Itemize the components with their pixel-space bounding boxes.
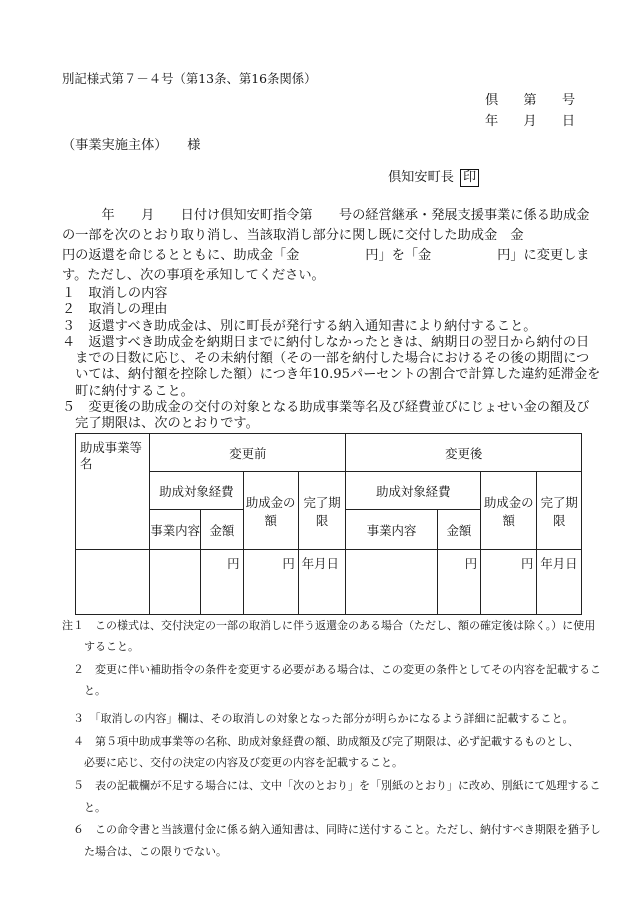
- date-part: 年: [485, 114, 499, 129]
- body-line: す。ただし、次の事項を承知してください。: [62, 268, 325, 283]
- note-line: ３ 「取消しの内容」欄は、その取消しの対象となった部分が明らかになるよう詳細に記載すること。: [62, 712, 574, 725]
- deadline-header: 完了期限: [298, 472, 346, 550]
- issuer-block: [388, 166, 479, 187]
- note-line: 注１ この様式は、交付決定の一部の取消しに伴う返還金のある場合（ただし、額の確定後は除く。）に使用: [62, 619, 596, 632]
- list-item: １ 取消しの内容: [62, 286, 168, 301]
- amount-cell: 円: [437, 550, 480, 615]
- doc-no-part: 第: [523, 93, 537, 108]
- list-item: までの日数に応じ、その未納付額（その一部を納付した場合におけるその後の期間につ: [62, 351, 590, 367]
- note-line: ２ 変更に伴い補助指令の条件を変更する必要がある場合は、この変更の条件としてその内容を記載するこ: [62, 663, 601, 676]
- form-number: 別記様式第７－４号（第13条、第16条関係）: [62, 71, 317, 86]
- deadline-cell: 年月日: [298, 550, 346, 615]
- body-line: 円の返還を命じるとともに、助成金「金 円」を「金 円」に変更しま: [62, 248, 590, 263]
- content-cell: [346, 550, 437, 615]
- content-header: 事業内容: [150, 510, 201, 550]
- date-part: 月: [523, 114, 537, 129]
- deadline-cell: 年月日: [537, 550, 582, 615]
- note-line: た場合は、この限りでない。: [62, 845, 227, 858]
- grant-amount-header: 助成金の額: [481, 472, 537, 550]
- list-item: いては、納付額を控除した額）につき年10.95パーセントの割合で計算した違約延滞金を: [62, 367, 601, 383]
- issuer: 倶知安町長: [388, 170, 454, 185]
- body-line: 年 月 日付け倶知安町指令第 号の経営継承・発展支援事業に係る助成金: [62, 208, 590, 223]
- notes: [62, 617, 601, 863]
- content-header: 事業内容: [346, 510, 437, 550]
- doc-no-part: 号: [561, 93, 575, 108]
- document-number: [485, 89, 575, 108]
- note-line: ５ 表の記載欄が不足する場合には、文中「次のとおり」を「別紙のとおり」に改め、別紙にて処理するこ: [62, 779, 601, 792]
- amount-header: 金額: [437, 510, 480, 550]
- before-header: 変更前: [150, 434, 346, 472]
- body-paragraph: [62, 206, 590, 286]
- list-item: ５ 変更後の助成金の交付の対象となる助成事業等名及び経費並びにじょせい金の額及び: [62, 400, 590, 416]
- item-list: [62, 286, 601, 433]
- list-item: ４ 返還すべき助成金を納期日までに納付しなかったときは、納期日の翌日から納付の日: [62, 334, 590, 350]
- seal-mark: 印: [460, 169, 479, 187]
- note-line: すること。: [62, 640, 139, 653]
- body-line: の一部を次のとおり取り消し、当該取消し部分に関し既に交付した助成金 金: [62, 228, 524, 243]
- recipient: （事業実施主体） 様: [62, 138, 201, 153]
- note-line: ６ この命令書と当該還付金に係る納入通知書は、同時に送付すること。ただし、納付すべき期限を猶予し: [62, 823, 601, 836]
- change-table: [75, 433, 582, 615]
- amount-header: 金額: [201, 510, 243, 550]
- document-date: [485, 110, 575, 129]
- note-line: 必要に応じ、交付の決定の内容及び変更の内容を記載すること。: [62, 756, 403, 769]
- grant-amount-cell: 円: [243, 550, 298, 615]
- amount-cell: 円: [201, 550, 243, 615]
- note-line: と。: [62, 801, 106, 814]
- grant-amount-cell: 円: [481, 550, 537, 615]
- content-cell: [150, 550, 201, 615]
- cost-header: 助成対象経費: [346, 472, 481, 510]
- note-line: ４ 第５項中助成事業等の名称、助成対象経費の額、助成額及び完了期限は、必ず記載するものとし、: [62, 735, 579, 748]
- grant-amount-header: 助成金の額: [243, 472, 298, 550]
- doc-no-part: 倶: [485, 93, 499, 108]
- cost-header: 助成対象経費: [150, 472, 243, 510]
- note-line: と。: [62, 684, 106, 697]
- after-header: 変更後: [346, 434, 582, 472]
- project-name-cell: [76, 550, 150, 615]
- list-item: 完了期限は、次のとおりです。: [62, 416, 259, 432]
- deadline-header: 完了期限: [537, 472, 582, 550]
- list-item: ２ 取消しの理由: [62, 302, 168, 318]
- list-item: ３ 返還すべき助成金は、別に町長が発行する納入通知書により納付すること。: [62, 318, 537, 334]
- date-part: 日: [561, 114, 575, 129]
- list-item: 町に納付すること。: [62, 383, 194, 399]
- project-name-header: 助成事業等名: [76, 434, 150, 550]
